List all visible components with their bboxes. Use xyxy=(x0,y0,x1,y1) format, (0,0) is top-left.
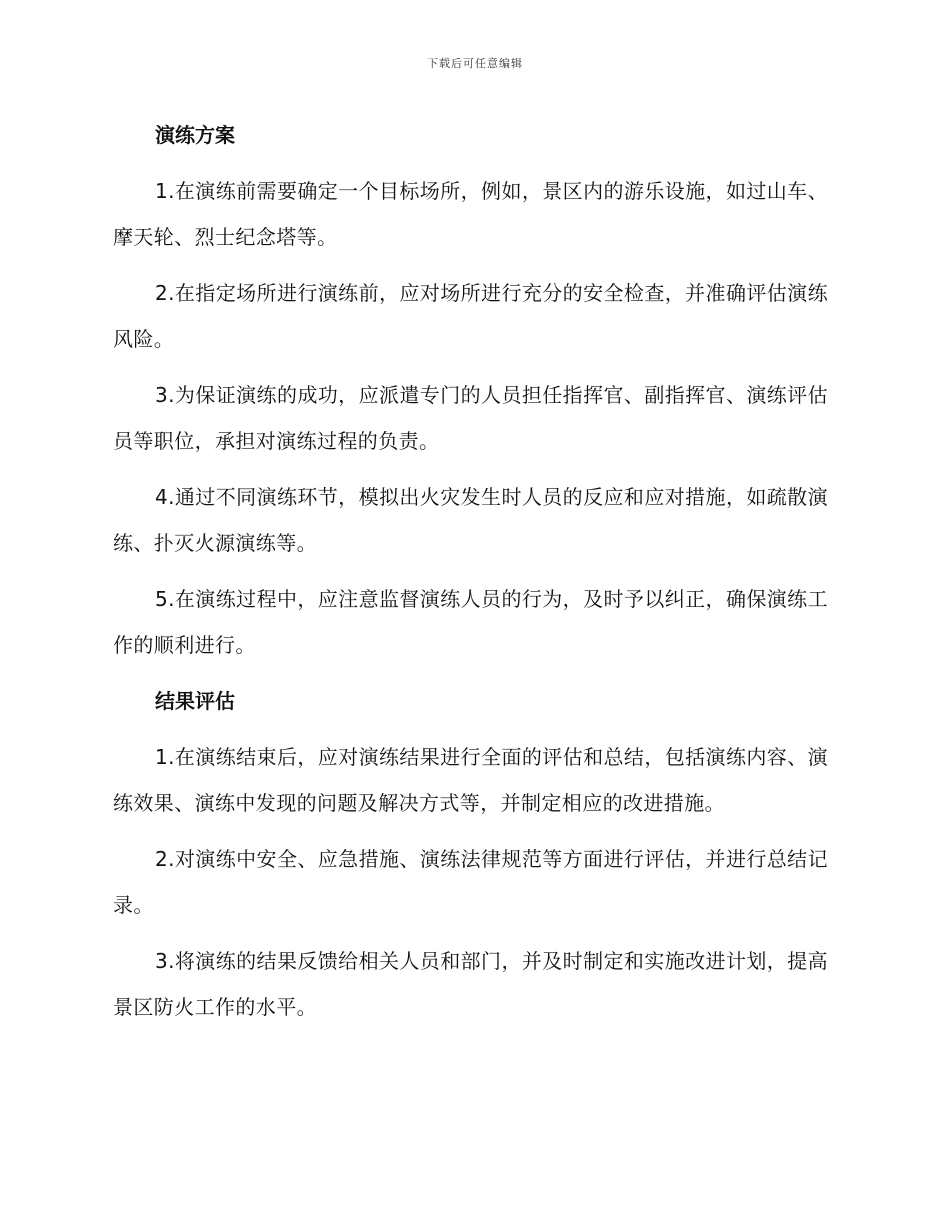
paragraph: 3.将演练的结果反馈给相关人员和部门，并及时制定和实施改进计划，提高景区防火工作的水平。 xyxy=(113,949,828,1019)
paragraph: 3.为保证演练的成功，应派遣专门的人员担任指挥官、副指挥官、演练评估员等职位，承担对演练过程的负责。 xyxy=(113,383,828,453)
paragraph: 2.在指定场所进行演练前，应对场所进行充分的安全检查，并准确评估演练风险。 xyxy=(113,281,828,351)
section-title-result-evaluation: 结果评估 xyxy=(155,689,235,713)
paragraph: 1.在演练前需要确定一个目标场所，例如，景区内的游乐设施，如过山车、摩天轮、烈士纪念塔等。 xyxy=(113,179,828,249)
paragraph: 2.对演练中安全、应急措施、演练法律规范等方面进行评估，并进行总结记录。 xyxy=(113,847,828,917)
header-note: 下载后可任意编辑 xyxy=(427,57,523,70)
document-body xyxy=(113,112,828,1040)
paragraph: 1.在演练结束后，应对演练结果进行全面的评估和总结，包括演练内容、演练效果、演练中发现的问题及解决方式等，并制定相应的改进措施。 xyxy=(113,745,828,815)
paragraph: 4.通过不同演练环节，模拟出火灾发生时人员的反应和应对措施，如疏散演练、扑灭火源演练等。 xyxy=(113,485,828,555)
section-title-drill-plan: 演练方案 xyxy=(155,123,235,147)
paragraph: 5.在演练过程中，应注意监督演练人员的行为，及时予以纠正，确保演练工作的顺利进行。 xyxy=(113,587,828,657)
